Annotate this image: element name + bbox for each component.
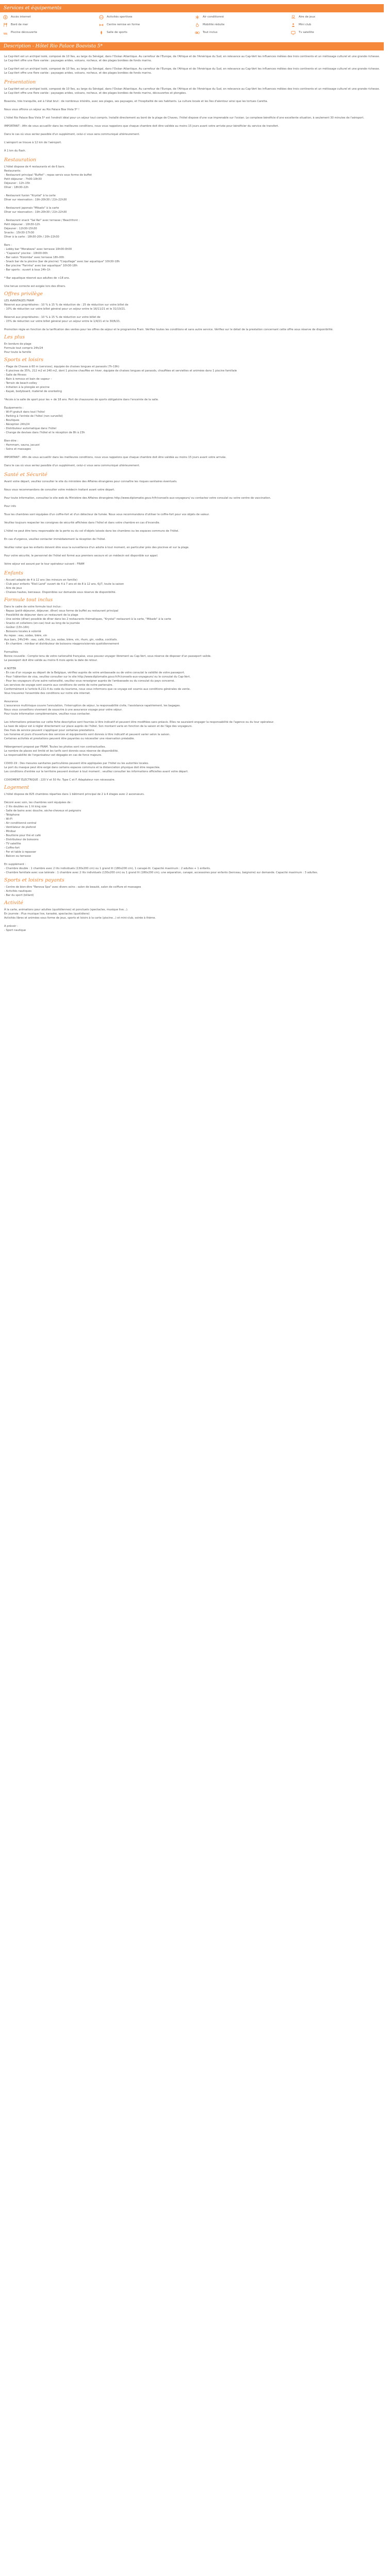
activite-line — [4, 920, 382, 924]
formule-line: - En cas d'un voyage au départ de la Belgique, vérifiez auprès de votre ambassade ou de votre consulat la validité de votre passeport. — [4, 671, 185, 674]
bien-etre-line: - Soins et massages — [4, 448, 31, 451]
service-label: Mobilité réduite — [203, 23, 225, 26]
activite-heading: Activité — [4, 900, 23, 906]
sante2-line: Veuillez noter que les enfants doivent être sous la surveillance d'un adulte à tout moment, en particulier près des piscines et sur la plage. — [4, 546, 189, 549]
offres-heading: Offres privilège — [4, 291, 43, 297]
restauration-line: Petit déjeuner : 7h00-10h30 — [4, 178, 42, 181]
equipements-line: - Wi-Fi gratuit dans tout l'hôtel — [4, 411, 45, 414]
offres-line: - 15% de réduction sur votre billet général pour un séjour entre le 1/4/21 et le 30/6/21. — [4, 320, 121, 323]
restauration-line: - Bar salon "Kizomba" avec terrasse 18h-00h — [4, 256, 64, 259]
equipements-line: - Distributeur automatique dans l'hôtel — [4, 427, 57, 430]
formule-line: Hébergement proposé par FRAM. Toutes les photos sont non contractuelles. — [4, 745, 106, 749]
restauration-line: Snacks : 15h30-17h30 — [4, 231, 35, 234]
bien-etre-line: - Hammam, sauna, jacuzzi — [4, 444, 40, 447]
presentation-line: Le Cap-Vert est un archipel isolé, composé de 10 îles, au large du Sénégal, dans l'Océan Atlantique. Au carrefour de l'Europe, de l'Afrique et de l'Amérique du Sud, en relevance au Cap-Vert les influences mêlées des trois continents et un métissage culturel et une grande richesse. Le Cap-Vert offre une flore variée : paysages arides, volcans, rocheux, et des plages bordées de fonds marins, découvertes et plongées. — [4, 88, 380, 95]
service-label: Mini club — [299, 23, 312, 26]
formule-line: - Pour les voyageurs d'une autre nationalité, veuillez vous renseigner auprès de l'ambassade ou du consulat du pays concerné. — [4, 680, 175, 683]
presentation-line: L'hôtel Rio Palace Boa Vista 5* est l'endroit idéal pour un séjour tout compris. Installé directement au bord de la plage de Chaves, l'hôtel dispose d'une vue imprenable sur l'océan. Le complexe bénéficie d'une excellente situation, à seulement 30 minutes de l'aéroport. — [4, 116, 365, 120]
sports-payants-block — [4, 885, 382, 897]
presentation-line: Dans le cas où vous seriez passible d'un supplément, celui-ci vous sera communiqué ultérieurement. — [4, 133, 140, 136]
formule-line: Formalités — [4, 651, 19, 654]
formule-line: Le nombre de places est limité et les tarifs sont donnés sous réserve de disponibilité. — [4, 750, 119, 753]
logement-line: - Minibar — [4, 830, 16, 833]
services-title: Services et équipements — [4, 6, 62, 11]
formule-block — [4, 605, 382, 782]
offres-line: - 10% de réduction sur votre billet général pour un séjour entre le 16/11/21 et le 31/10/21. — [4, 308, 126, 311]
sports-line: - Terrain de beach-volley — [4, 382, 37, 385]
formule-line — [4, 757, 382, 761]
restauration-line — [4, 190, 382, 194]
description-content — [0, 50, 386, 933]
formule-line: Le passeport doit être valide au moins 6 mois après la date de retour. — [4, 659, 98, 662]
restauration-line — [4, 202, 382, 206]
logement-line: En supplément : — [4, 863, 26, 866]
service-item — [3, 22, 99, 27]
fitness-icon — [99, 23, 104, 27]
formule-line: Conformément à l'article R.211-4 du code du tourisme, nous vous informons que ce voyage est soumis aux conditions générales de vente. — [4, 688, 191, 691]
service-item — [3, 14, 99, 20]
formule-line: Certaines activités et prestations peuvent être payantes ou nécessiter une réservation préalable. — [4, 737, 135, 740]
equipements-block — [4, 406, 382, 435]
enfants-line: - Chaises hautes, berceaux. Disponibles sur demande sous réserve de disponibilité. — [4, 591, 117, 594]
sante2-block — [4, 513, 382, 566]
formule-line: Dans le cadre de votre formule tout inclus : — [4, 605, 62, 608]
restauration-line: Une tenue correcte est exigée lors des dîners. — [4, 285, 66, 288]
sante2-line: Votre séjour est assuré par le tour opérateur suivant : FRAM — [4, 563, 85, 566]
sports-line: - 6 piscines de 35%, 212 m2 et 240 m2, dont 1 piscine chauffée en hiver, équipée de chaises longues et parasols, chauffées et serviettes et animées dans 1 piscine familiale — [4, 369, 237, 372]
kids-club-icon — [291, 23, 296, 27]
restauration-line: - Bar piscine "Farinha" avec bar aquatique" 10h30-18h — [4, 264, 77, 267]
presentation-line: Nous vous offrons un séjour au Rio Palace Boa Vista 5* ! — [4, 108, 79, 111]
page — [0, 0, 391, 933]
activite-line: - Sport nautique — [4, 929, 26, 932]
plus-line: En bordure de plage — [4, 343, 31, 346]
service-label: Piscine découverte — [11, 31, 37, 34]
logement-line: Décoré avec soin, les chambres sont équipées de : — [4, 801, 73, 804]
restauration-line — [4, 272, 382, 276]
spa-icon — [99, 30, 104, 35]
formule-line: A NOTER — [4, 667, 17, 670]
plus-line: Formule tout compris 24h/24 — [4, 347, 43, 350]
formule-line: - Repas (petit-déjeuner, déjeuner, dîner) sous forme de buffet au restaurant principal — [4, 609, 119, 613]
restauration-line: L'hôtel dispose de 4 restaurants et de 6 bars. — [4, 165, 65, 168]
logement-line: - Distributeur de boissons — [4, 838, 39, 841]
restauration-line: Restaurants: — [4, 170, 21, 173]
sports2-line: - Bar du sport (billard) — [4, 894, 34, 897]
logement-line: - Bouilloire pour thé et café — [4, 834, 41, 837]
all-inclusive-icon — [195, 30, 200, 35]
restauration-line: Déjeuner : 12h30-15h30 — [4, 227, 37, 230]
offres-line: Promotion régie en fonction de la tarification des ventes pour les offres de séjour et le programme Fram. Vérifiez toutes les conditions et sans autre service. Vérifiez sur le détail de la prestation concernant cette offre sous réserve de disponibilité. — [4, 328, 334, 331]
activite-line: En journée : Plus musique live, karaoké, spectacles (quotidiens) — [4, 912, 90, 916]
service-label: Activités sportives — [107, 15, 133, 19]
restaurant-icon — [3, 23, 8, 27]
formule-heading: Formule tout inclus — [4, 597, 53, 603]
service-label: Accès internet — [11, 15, 31, 19]
description-banner — [0, 42, 384, 50]
enfants-line: - Accueil adapté de 4 à 12 ans (les mineurs en famille) — [4, 579, 77, 582]
service-label: Tout inclus — [203, 31, 218, 34]
logement-block — [4, 792, 382, 875]
sports2-line: - Centre de bien-être "Renova Spa" avec divers soins : salon de beauté, salon de coiffure et massages — [4, 886, 141, 889]
sports-line: - Salle de fitness — [4, 374, 27, 377]
tv-icon — [291, 30, 296, 35]
enfants-heading: Enfants — [4, 570, 24, 576]
formule-line: - Snacks et collations (en-cas) tout au long de la journée — [4, 622, 80, 625]
equipements-line: Équipements : — [4, 406, 24, 410]
mobility-icon — [195, 23, 200, 27]
sports-line: - Initiation à la plongée en piscine — [4, 386, 50, 389]
formule-line: - Possibilité de déjeuner dans un restaurant de la plage — [4, 614, 78, 617]
air-conditioning-icon — [195, 15, 200, 20]
sante2-line: L'hôtel ne peut être tenu responsable de la perte ou du vol d'objets laissés dans les chambres ou les espaces communs de l'hôtel. — [4, 530, 180, 533]
formule-line: Les informations présentes sur cette fiche descriptive sont fournies à titre indicatif et peuvent être modifiées sans préavis. Elles ne sauraient engager la responsabilité de l'agence ou du tour opérateur. — [4, 721, 274, 724]
formule-line: Les horaires et jours d'ouverture des services et équipements sont donnés à titre indicatif et peuvent varier selon la saison. — [4, 733, 170, 736]
service-item — [291, 14, 387, 20]
desc-intro-line: Le Cap-Vert est un archipel isolé, composé de 10 îles, au large du Sénégal, dans l'Océan Atlantique. Au carrefour de l'Europe, de l'Afrique et de l'Amérique du Sud, en relevance au Cap-Vert les influences mêlées des trois continents et un métissage culturel et une grande richesse. Le Cap-Vert offre une flore variée : paysages arides, volcans, rocheux, et des plages bordées de fonds marins. — [4, 55, 380, 62]
sports2-line: - Activités nautiques — [4, 890, 32, 893]
logement-line: - TV satellite — [4, 842, 21, 845]
desc-intro-line: Le Cap-Vert est un archipel isolé, composé de 10 îles, au large du Sénégal, dans l'Océan Atlantique. Au carrefour de l'Europe, de l'Afrique et de l'Amérique du Sud, en relevance au Cap-Vert les influences mêlées des trois continents et un métissage culturel et une grande richesse. Le Cap-Vert offre une flore variée : paysages arides, volcans, rocheux, et des plages bordées de fonds marins. — [4, 67, 380, 75]
logement-line: - Balcon ou terrasse — [4, 855, 31, 858]
formule-line: Pour toute information complémentaire, veuillez nous contacter. — [4, 713, 91, 716]
equipements-line: - Parking à l'entrée de l'hôtel (non surveillé) — [4, 415, 63, 418]
logement-line: L'hôtel dispose de 825 chambres réparties dans 1 bâtiment principal de 2 à 4 étages avec 2 ascenseurs. — [4, 793, 145, 796]
offres-line — [4, 324, 382, 328]
activite-line: A prévoir : — [4, 925, 18, 928]
restauration-line: Dîner sur réservation : 19h-20h30 / 21h-22h30 — [4, 198, 67, 201]
restauration-line — [4, 280, 382, 284]
important-text-line: IMPORTANT : Afin de vous accueillir dans les meilleures conditions, nous vous rappelons que chaque chambre doit être validée au moins 15 jours avant votre arrivée. — [4, 456, 226, 459]
formule-line: - En chambre : minibar et distributeur de boissons réapprovisionnés quotidiennement — [4, 642, 119, 646]
formule-line: COVID-19 : Des mesures sanitaires particulières peuvent être appliquées par l'hôtel ou les autorités locales. — [4, 762, 149, 765]
sante-line: Pour toute information, consultez le site web du Ministère des Affaires étrangères http://www.diplomatie.gouv.fr/fr/conseils-aux-voyageurs/ ou contactez votre consulat ou votre centre de vaccination. — [4, 497, 271, 500]
restauration-line: - Lobby bar "Morabeza" avec terrasse 10h00-0h00 — [4, 248, 72, 251]
sports-block — [4, 365, 382, 402]
formule-line: Vous trouverez l'ensemble des conditions sur notre site internet. — [4, 692, 91, 695]
services-grid — [0, 12, 391, 35]
formule-line: L'assurance multirisque couvre l'annulation, l'interruption de séjour, la responsabilité civile, l'assistance rapatriement, les bagages. — [4, 704, 181, 707]
logement-line: - Ventilateur de plafond — [4, 826, 36, 829]
accessibility-icon — [3, 15, 8, 20]
formule-line — [4, 774, 382, 778]
restauration-line: - Restaurant japonais "Mikado" à la carte — [4, 207, 59, 210]
logement-line: - Téléphone — [4, 814, 20, 817]
service-label: Aire de jeux — [299, 15, 316, 19]
formule-line: Au repas : eau, sodas, bière, vin — [4, 634, 47, 637]
service-label: Centre remise en forme — [107, 23, 140, 26]
restauration-line: Dîner à la carte : 18h30-20h / 20h-22h30 — [4, 235, 59, 239]
logement-line: - Air conditionné central — [4, 822, 37, 825]
formule-line: Les services de voyage sont soumis aux conditions de vente de notre partenaire. — [4, 684, 113, 687]
service-label: Salle de sports — [107, 31, 127, 34]
restauration-line — [4, 239, 382, 243]
formule-line: COVIDMENT ÉLECTRIQUE : 220 V et 50 Hz. Type C et F. Adaptateur non nécessaire. — [4, 778, 116, 782]
service-item — [195, 30, 291, 35]
formule-line — [4, 716, 382, 720]
restauration-line: Dîner : 18h30-22h — [4, 186, 29, 189]
sports-line: - Kayak, bodyboard, matériel de snorkeling — [4, 390, 62, 393]
sports-heading: Sports et loisirs — [4, 357, 44, 363]
formule-line: Les conditions d'entrée sur le territoire peuvent évoluer à tout moment ; veuillez consulter les informations officielles avant votre départ. — [4, 770, 189, 773]
presentation-heading: Présentation — [4, 79, 36, 85]
formule-line: Aux bars, 24h/24h : eau, café, thé, jus, sodas, bière, vin, rhum, gin, vodka, cocktails. — [4, 638, 118, 641]
restauration-block — [4, 165, 382, 289]
plus-heading: Les plus — [4, 334, 25, 340]
restauration-line: Bars : — [4, 244, 12, 247]
presentation-line: L'aéroport se trouve à 12 km de l'aéroport. — [4, 141, 62, 144]
sports-line: *Accès à la salle de sport pour les + de 18 ans. Port de chaussures de sports obligatoire dans l'enceinte de la salle. — [4, 398, 159, 401]
restauration-line: - Snack bar de la piscine (bar de piscine) "Coquillage" avec bar aquatique" 10h30-18h — [4, 260, 120, 263]
offres-line: Réservé aux propriétaires : 10 % à 15 % de réduction de : 25 de réduction sur votre billet de — [4, 303, 128, 307]
sante-line: Avant votre départ, veuillez consulter le site du ministère des Affaires étrangères pour connaître les risques sanitaires éventuels. — [4, 480, 177, 483]
plus-line: Pour toute la famille — [4, 351, 31, 354]
enfants-block — [4, 578, 382, 595]
service-item — [99, 14, 195, 20]
service-label: Air conditionné — [203, 15, 224, 19]
formule-line: - Pour l'obtention de visa, veuillez consulter sur le site http://www.diplomatie.gouv.fr/fr/conseils-aux-voyageurs/ ou le consulat du Cap-Vert. — [4, 675, 191, 679]
service-item — [291, 30, 387, 35]
restauration-line: - "Capoeira" piscine : 10h00-00h — [4, 252, 48, 255]
presentation-block — [4, 87, 382, 153]
services-banner — [0, 4, 384, 12]
formule-line: - Une soirée (dîner) possible de dîner dans les 2 restaurants thématiques, "Krystal" restaurant à la carte, "Mikado" à la carte — [4, 618, 171, 621]
logement-line: - Fer et table à repasser — [4, 851, 37, 854]
bien-etre-block — [4, 439, 382, 451]
sante-line: Pour info — [4, 505, 16, 508]
restauration-line: - Restaurant snack "Sal Rei" avec terrasse / Beachfront : — [4, 219, 80, 222]
important-text-line: Dans le cas où vous seriez passible d'un supplément, celui-ci vous sera communiqué ultérieurement. — [4, 464, 140, 467]
activite-line: À la carte, animations pour adultes (quotidiennes) et ponctuels (spectacles, musique live...). — [4, 908, 128, 911]
service-label: Bord de mer — [11, 23, 28, 26]
formule-line: Assurance — [4, 700, 18, 703]
enfants-line: - Aire de jeux — [4, 587, 22, 590]
logement-line: - Wi-Fi — [4, 818, 12, 821]
offres-line — [4, 311, 382, 315]
formule-line: Bonne nouvelle : Compte tenu de votre nationalité française, vous pouvez voyager librement au Cap-Vert, sous réserve de disposer d'un passeport valide. — [4, 655, 211, 658]
formule-line — [4, 741, 382, 745]
sports-line — [4, 394, 382, 398]
service-item — [99, 30, 195, 35]
bien-etre-line: Bien-être : — [4, 439, 19, 443]
offres-line: LES AVANTAGES FRAM — [4, 299, 34, 302]
presentation-line: Boavista, très tranquille, est à l'état brut : de nombreux intérêts, avec ses plages, ses paysages, et l'hospitalité de ses habitants. La culture locale et les îles d'alentour ainsi que les tortues Caretta. — [4, 100, 268, 103]
logement-line: - 2 lits doubles ou 1 lit king size — [4, 805, 47, 808]
restauration-heading: Restauration — [4, 157, 37, 163]
enfants-line: - Club pour enfants "Rioli Land" ouvert de 4 à 7 ans et de 8 à 12 ans, 6j/7, toute la saison — [4, 583, 124, 586]
logement-heading: Logement — [4, 785, 29, 790]
formule-line: - Boissons locales à volonté — [4, 630, 41, 633]
important-block — [4, 455, 382, 468]
formule-line: Le port du masque peut être exigé dans certains espaces communs et la distanciation physique doit être respectée. — [4, 766, 160, 769]
pool-icon — [291, 15, 296, 20]
plus-block — [4, 342, 382, 354]
logement-line — [4, 796, 382, 801]
logement-line: - Salle de bains avec douche, sèche-cheveux et peignoirs — [4, 809, 82, 812]
formule-line — [4, 646, 382, 650]
activite-line: Activités libres et animées sous forme de jeux, sports et loisirs à la carte (piscine...) et mini-club, soirée à thème. — [4, 917, 156, 920]
pool2-icon — [3, 30, 8, 35]
sante2-line: En cas d'urgence, veuillez contacter immédiatement la réception de l'hôtel. — [4, 538, 106, 541]
equipements-line: - Boutiques — [4, 419, 20, 422]
equipements-line: - Réception 24h/24 — [4, 423, 30, 426]
restauration-line: - Bar sports : ouvert à tous 24h-1h — [4, 268, 51, 272]
service-item — [99, 22, 195, 27]
sports-line: - Bain à remous et bain de vapeur – — [4, 378, 52, 381]
sante-heading: Santé et Sécurité — [4, 472, 47, 478]
restauration-line: * Bar aquatique réservé aux adultes de +18 ans. — [4, 277, 70, 280]
formule-line — [4, 696, 382, 700]
formule-line — [4, 663, 382, 667]
sports-payants-heading: Sports et loisirs payants — [4, 877, 64, 883]
service-item — [291, 22, 387, 27]
activite-block — [4, 908, 382, 933]
restauration-line — [4, 214, 382, 218]
description-title: Description - Hôtel Rio Palace Boavista 5* — [4, 44, 103, 49]
sante2-line: Tous les chambres sont équipées d'un coffre-fort et d'un détecteur de fumée. Nous vous recommandons d'utiliser le coffre-fort pour vos objets de valeur. — [4, 513, 210, 516]
restauration-line: - Restaurant fusion "Krystal" à la carte — [4, 194, 56, 197]
formule-line: - Goûter (15h-16h) — [4, 626, 29, 629]
service-item — [195, 22, 291, 27]
sante-block — [4, 480, 382, 509]
restauration-line: - Restaurant principal "Buffet" : repas servis sous forme de buffet — [4, 174, 92, 177]
restauration-line: Dîner sur réservation : 19h-20h30 / 21h-22h30 — [4, 211, 67, 214]
offres-block — [4, 299, 382, 332]
activities-icon — [99, 15, 104, 20]
logement-line: - Chambre familiale avec vue latérale : 1 chambre avec 2 lits individuels (130x200 cm) ou 1 grand lit (180x200 cm), une séparation, canapé, accessoires pour enfants (berceau, baignoire) sur demande. Capacité maximum : 3 adultes. — [4, 871, 318, 874]
restauration-line: Déjeuner : 12h-15h — [4, 182, 30, 185]
equipements-line: - Change de devises dans l'hôtel et le réception de 8h à 23h — [4, 431, 85, 434]
formule-line: Nous vous conseillons vivement de souscrire à une assurance voyage pour votre séjour. — [4, 708, 123, 711]
logement-line: - Chambre double : 1 chambre avec 2 lits individuels (130x200 cm) ou 1 grand lit (180x200 cm), 1 canapé-lit. Capacité maximum : 2 adultes + 1 enfants. — [4, 867, 211, 870]
presentation-line: IMPORTANT : Afin de vous accueillir dans les meilleures conditions, nous vous rappelons que chaque chambre doit être validée au moins 15 jours avant votre arrivée pour bénéficier du service de transfert. — [4, 125, 279, 128]
intro-block — [4, 55, 382, 75]
restauration-line: Petit déjeuner : 10h30-12h — [4, 223, 40, 226]
formule-line: La responsabilité de l'organisateur est dégagée en cas de force majeure. — [4, 754, 102, 757]
sante-line: Nous vous recommandons de consulter votre médecin traitant avant votre départ. — [4, 488, 115, 492]
logement-line — [4, 858, 382, 862]
sante2-line: Veuillez toujours respecter les consignes de sécurité affichées dans l'hôtel et dans votre chambre en cas d'incendie. — [4, 521, 160, 524]
formule-line: La taxe de séjour est à régler directement sur place auprès de l'hôtel. Son montant varie en fonction de la saison et de l'âge des voyageurs. — [4, 725, 193, 728]
sports-line: - Plage de Chaves à 60 m (services), équipée de chaises longues et parasols (7h-19h) — [4, 365, 120, 368]
sante2-line: Pour votre sécurité, le personnel de l'hôtel est formé aux premiers secours et un médecin est disponible sur appel. — [4, 554, 158, 557]
presentation-line: À 1 km du flash. — [4, 149, 26, 152]
service-item — [3, 30, 99, 35]
logement-line: - Coffre-fort — [4, 846, 20, 850]
service-label: Tv satellite — [299, 31, 314, 34]
offres-line: Réservé aux propriétaires : 10 % à 15 % de réduction sur votre billet de — [4, 316, 101, 319]
service-item — [195, 14, 291, 20]
formule-line: Des frais de service peuvent s'appliquer pour certaines prestations. — [4, 729, 95, 732]
